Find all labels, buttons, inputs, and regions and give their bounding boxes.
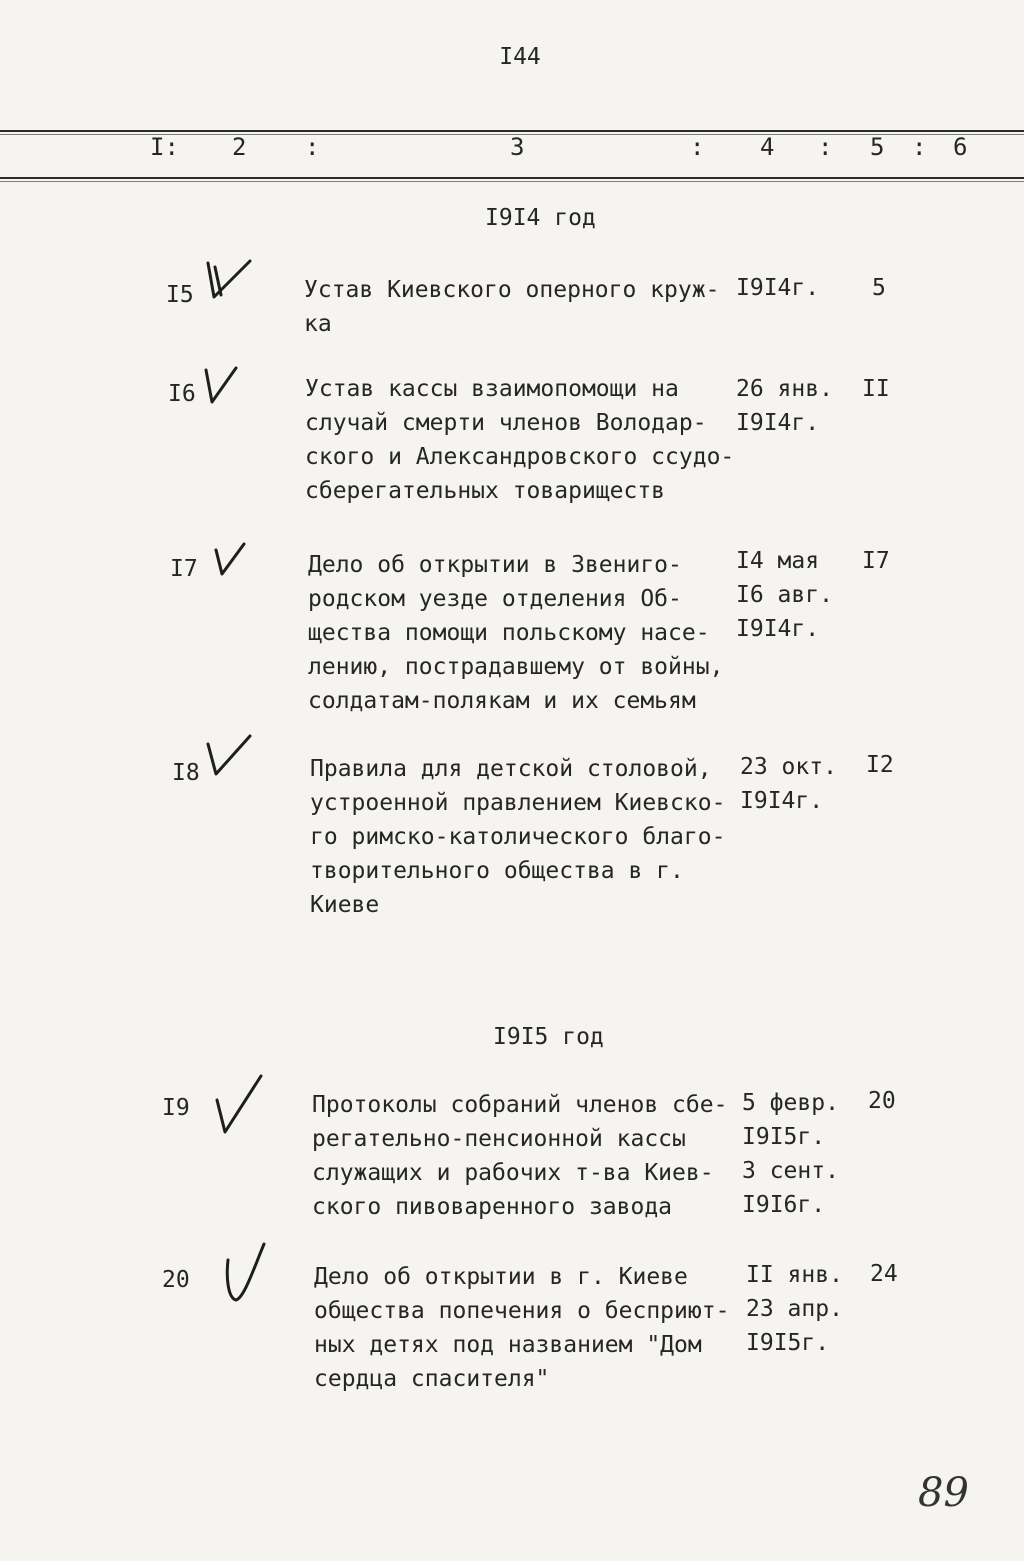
column-separator: : xyxy=(818,133,833,161)
column-separator: : xyxy=(305,133,320,161)
entry-sheets: II xyxy=(862,376,890,402)
column-header-3: 3 xyxy=(510,133,525,161)
column-separator: : xyxy=(690,133,705,161)
entry-sheets: 24 xyxy=(870,1261,898,1287)
entry-title: Правила для детской столовой, устроенной правлением Киевско- го римско-католического благо- творительного общества в г. Киеве xyxy=(310,756,726,918)
entry-dates: 23 окт. I9I4г. xyxy=(740,754,837,814)
entry-dates: II янв. 23 апр. I9I5г. xyxy=(746,1262,843,1356)
header-rule-top xyxy=(0,130,1024,132)
page-number: I44 xyxy=(499,44,541,70)
column-header-6: 6 xyxy=(953,133,968,161)
entry-dates: I4 мая I6 авг. I9I4г. xyxy=(736,548,833,642)
entry-number: 20 xyxy=(162,1267,190,1293)
entry-sheets: I7 xyxy=(862,548,890,574)
column-header-5: 5 xyxy=(870,133,885,161)
entry-number: I6 xyxy=(168,381,196,407)
entry-title: Дело об открытии в Звениго- родском уезде отделения Об- щества помощи польскому насе- лению, пострадавшему от войны, солдатам-полякам и их семьям xyxy=(308,552,724,714)
column-header-2: 2 xyxy=(232,133,247,161)
check-mark-icon xyxy=(198,360,248,410)
section-year-heading: I9I5 год xyxy=(493,1024,604,1050)
entry-number: I8 xyxy=(172,760,200,786)
check-mark-icon xyxy=(200,255,260,305)
handwritten-folio-number: 89 xyxy=(918,1470,969,1516)
entry-dates: 26 янв. I9I4г. xyxy=(736,376,833,436)
entry-title: Дело об открытии в г. Киеве общества попечения о бесприют- ных детях под названием "Дом сердца спасителя" xyxy=(314,1264,730,1392)
entry-sheets: I2 xyxy=(866,752,894,778)
section-year-heading: I9I4 год xyxy=(485,205,596,231)
entry-title: Устав Киевского оперного круж- ка xyxy=(304,277,720,337)
check-mark-icon xyxy=(200,730,260,780)
check-mark-icon xyxy=(210,538,254,582)
entry-dates: 5 февр. I9I5г. 3 сент. I9I6г. xyxy=(742,1090,839,1218)
entry-sheets: 5 xyxy=(872,275,886,301)
column-separator: : xyxy=(912,133,927,161)
check-mark-icon xyxy=(218,1238,272,1308)
check-mark-icon xyxy=(205,1070,269,1140)
column-header-1: I: xyxy=(150,133,179,161)
header-rule-bottom xyxy=(0,177,1024,179)
entry-number: I5 xyxy=(166,282,194,308)
entry-number: I7 xyxy=(170,556,198,582)
header-rule-bottom-thin xyxy=(0,181,1024,182)
entry-number: I9 xyxy=(162,1095,190,1121)
entry-title: Протоколы собраний членов сбе- регательно-пенсионной кассы служащих и рабочих т-ва Киев- ского пивоваренного завода xyxy=(312,1092,728,1220)
column-header-4: 4 xyxy=(760,133,775,161)
entry-title: Устав кассы взаимопомощи на случай смерти членов Володар- ского и Александровского ссудо- сберегательных товариществ xyxy=(305,376,735,504)
entry-sheets: 20 xyxy=(868,1088,896,1114)
entry-dates: I9I4г. xyxy=(736,275,820,301)
